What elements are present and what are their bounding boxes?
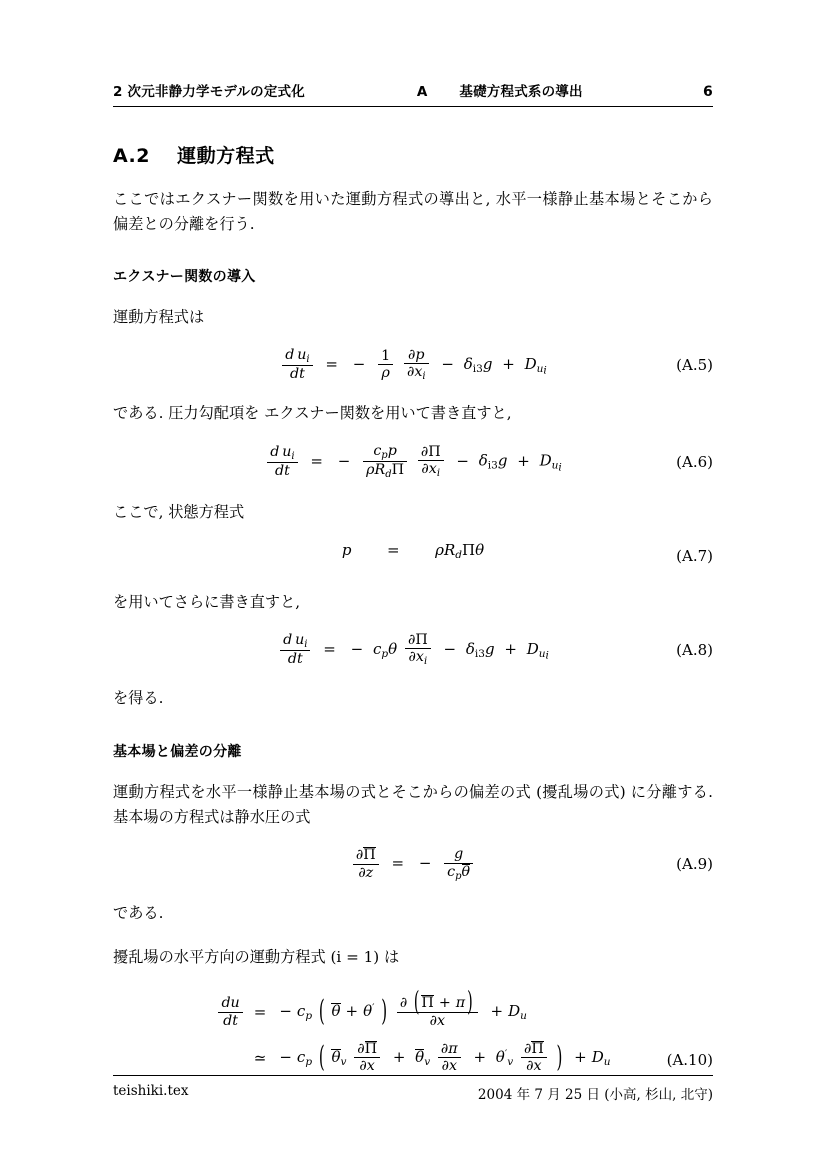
paragraph-eq-intro: 運動方程式は bbox=[113, 308, 205, 327]
page-footer bbox=[113, 1075, 713, 1103]
section-heading bbox=[113, 141, 713, 168]
paragraph-separation: 運動方程式を水平一様静止基本場の式とそこからの偏差の式 (擾乱場の式) に分離する. 基本場の方程式は静水圧の式 bbox=[113, 783, 713, 826]
footer-filename: teishiki.tex bbox=[113, 1083, 189, 1099]
equation-a9-body: $\frac{\partial\Pi}{\partial z}$ = − $\frac{g}{c_p\theta}$ bbox=[113, 846, 713, 882]
equation-a7-tag: (A.7) bbox=[676, 547, 713, 566]
equation-a10 bbox=[113, 987, 713, 1075]
equation-a6 bbox=[113, 443, 713, 480]
paragraph-after-a5: である. 圧力勾配項を エクスナー関数を用いて書き直すと, bbox=[113, 404, 512, 423]
paragraph-after-a9: である. bbox=[113, 903, 164, 922]
equation-a7-body: $p = \rho R_d\Pi\theta$ bbox=[341, 541, 485, 562]
equation-a9 bbox=[113, 846, 713, 882]
equation-a10-tag: (A.10) bbox=[666, 1050, 713, 1069]
equation-a8 bbox=[113, 632, 713, 668]
equation-a9-tag: (A.9) bbox=[676, 855, 713, 874]
subsection-exner: エクスナー関数の導入 bbox=[113, 269, 256, 286]
equation-a10-body: $\frac{du}{dt}$ = − $c_p$ ( θ + θ′ ) $\frac{\partial ( \Pi + \pi )}{\partial x}$ + $D_u$ ≃ − $c_p$ ( $\theta_v$ $\frac{\partial\Pi}{\partial x}$ + $\theta_v$ $\frac{\partial\pi}{\partial x}$ + $\theta'_v$ $\frac{\partial\Pi}{\partial x}$ ) + $D_u$ bbox=[113, 995, 713, 1075]
section-number: A.2 bbox=[113, 145, 150, 167]
page-number: 6 bbox=[703, 84, 713, 100]
paragraph-intro: ここではエクスナー関数を用いた運動方程式の導出と, 水平一様静止基本場とそこから偏差との分離を行う. bbox=[113, 190, 713, 233]
paragraph-after-a8: を得る. bbox=[113, 689, 164, 708]
footer-date: 2004 年 7 月 25 日 (小高, 杉山, 北守) bbox=[477, 1087, 713, 1103]
running-header bbox=[113, 80, 713, 107]
equation-a5-body: $\frac{d u_i}{dt}$ = − $\frac{1}{\rho}$ $\frac{\partial p}{\partial x_i}$ − $\delta i3g + D_{ui}$ bbox=[113, 347, 713, 383]
header-appendix-title: 基礎方程式系の導出 bbox=[459, 84, 583, 100]
header-left-title: 2 次元非静力学モデルの定式化 bbox=[113, 84, 305, 100]
equation-a5-tag: (A.5) bbox=[676, 355, 713, 374]
paragraph-after-a7: を用いてさらに書き直すと, bbox=[113, 593, 301, 612]
equation-a8-body: $\frac{d u_i}{dt}$ = − $c_p\theta$ $\frac{\partial\Pi}{\partial x_i}$ − $\delta i3g + D_{ui}$ bbox=[113, 632, 713, 668]
paragraph-before-a10: 擾乱場の水平方向の運動方程式 (i = 1) は bbox=[113, 947, 400, 966]
header-appendix bbox=[417, 80, 703, 100]
equation-a6-tag: (A.6) bbox=[676, 452, 713, 471]
equation-a8-tag: (A.8) bbox=[676, 640, 713, 659]
equation-a6-body: $\frac{d u_i}{dt}$ = − $\frac{c_pp}{\rho R_d\Pi}$ $\frac{\partial\Pi}{\partial x_i}$ − $\delta i3g + D_{ui}$ bbox=[113, 443, 713, 480]
header-appendix-label: A bbox=[416, 84, 428, 100]
equation-a5 bbox=[113, 347, 713, 383]
paragraph-before-a7: ここで, 状態方程式 bbox=[113, 502, 245, 521]
page-content bbox=[113, 80, 713, 1088]
equation-a7 bbox=[113, 541, 713, 571]
section-title: 運動方程式 bbox=[177, 145, 275, 167]
subsection-basic-perturbation: 基本場と偏差の分離 bbox=[113, 744, 242, 761]
